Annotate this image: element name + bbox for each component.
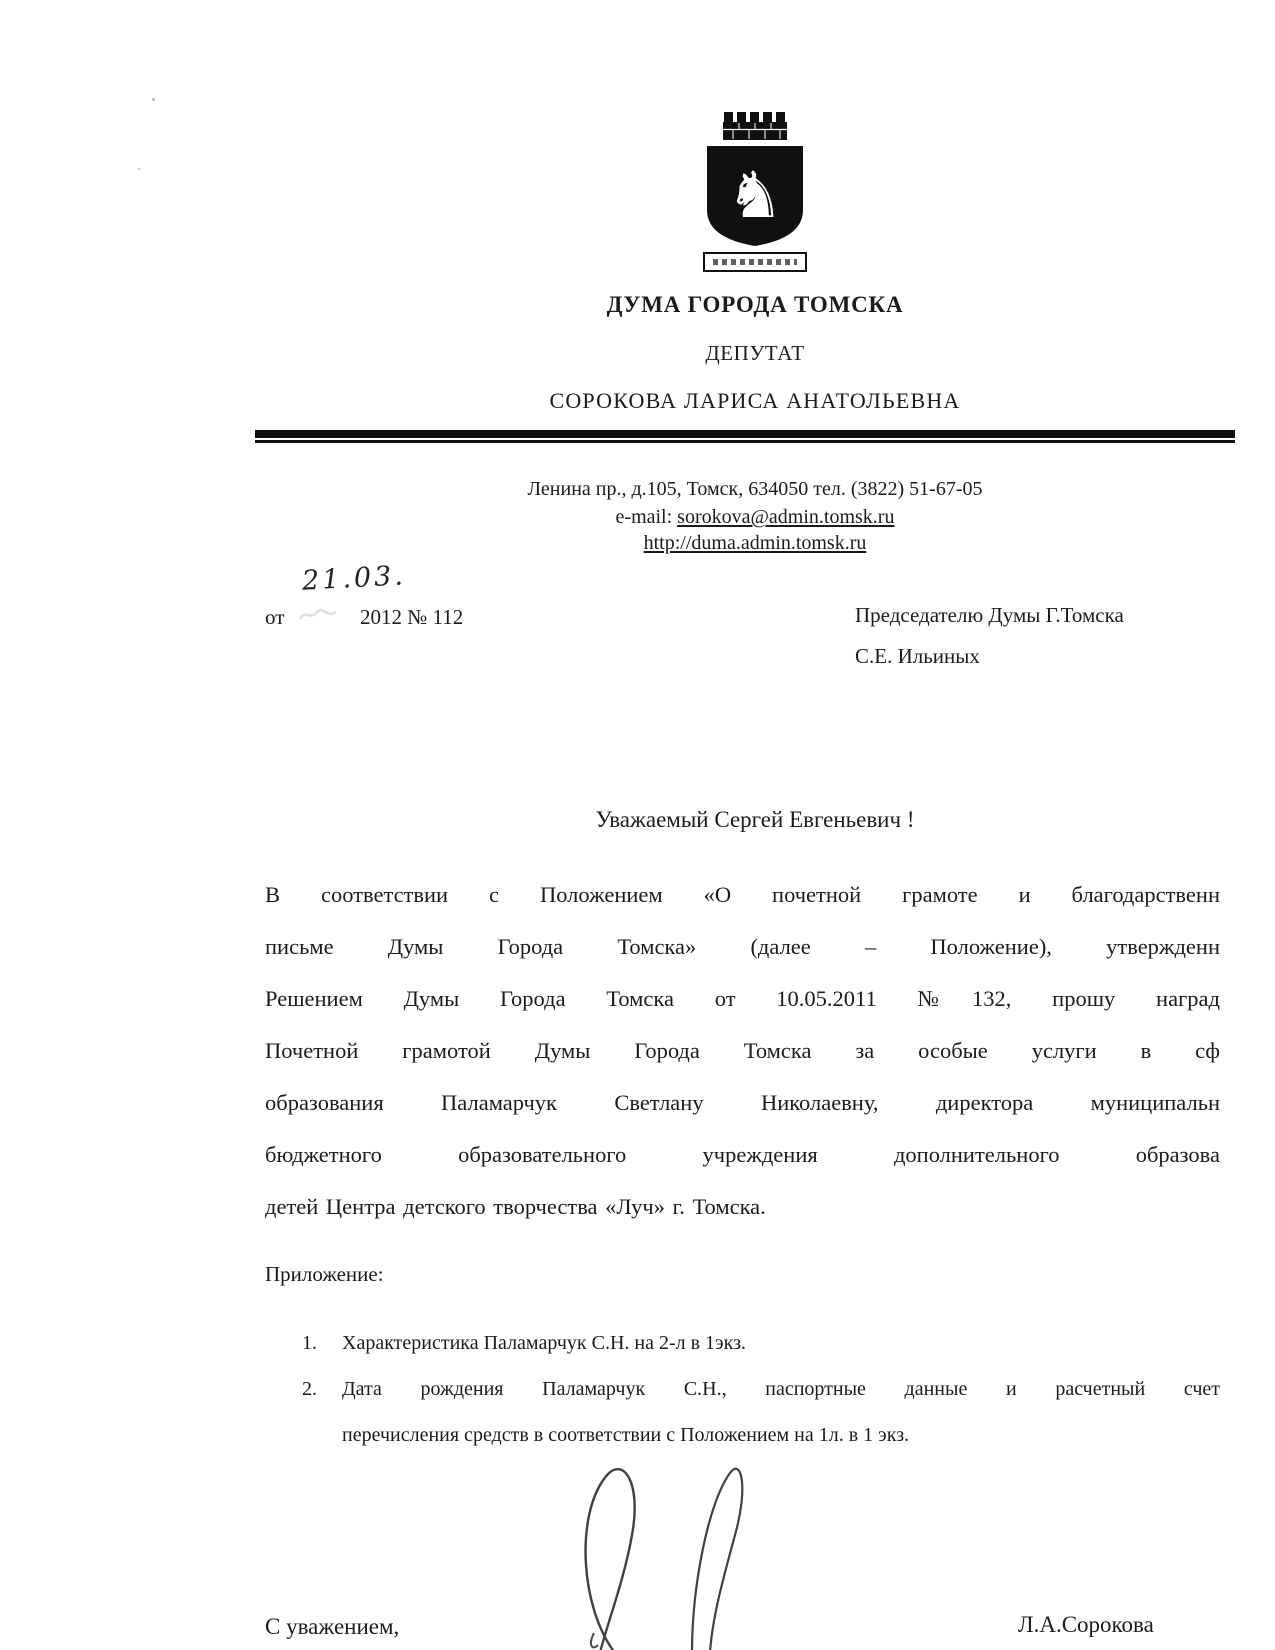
email-line	[255, 506, 1255, 529]
website-url: http://duma.admin.tomsk.ru	[643, 532, 867, 554]
signature	[540, 1455, 810, 1650]
body-line: письме Думы Города Томска» (далее – Положение), утвержденн	[265, 934, 1220, 959]
scan-speck	[152, 98, 155, 101]
handwritten-date: 21.03.	[301, 560, 407, 597]
reference-number: 2012 № 112	[360, 605, 464, 629]
email-label: e-mail:	[615, 506, 678, 528]
body-line: Почетной грамотой Думы Города Томска за особые услуги в сф	[265, 1038, 1220, 1063]
faint-handwriting-smudge	[296, 603, 346, 625]
body-line: детей Центра детского творчества «Луч» г. Томска.	[265, 1194, 766, 1219]
attachment-number: 1.	[302, 1332, 317, 1354]
recipient-title: Председателю Думы Г.Томска	[855, 603, 1124, 627]
attachment-text-line2: перечисления средств в соответствии с Положением на 1л. в 1 экз.	[342, 1424, 910, 1446]
deputy-name: СОРОКОВА ЛАРИСА АНАТОЛЬЕВНА	[549, 388, 961, 413]
attachment-text-line1: Дата рождения Паламарчук С.Н., паспортные данные и расчетный счет	[342, 1378, 1220, 1400]
body-line: В соответствии с Положением «О почетной грамоте и благодарственн	[265, 882, 1220, 907]
website-line	[255, 532, 1255, 555]
attachment-text: Характеристика Паламарчук С.Н. на 2-л в 1экз.	[342, 1332, 746, 1354]
closing-phrase: С уважением,	[265, 1614, 400, 1639]
body-line: образования Паламарчук Светлану Николаевну, директора муниципальн	[265, 1090, 1220, 1115]
from-label: от	[265, 605, 285, 629]
email-address: sorokova@admin.tomsk.ru	[677, 506, 895, 528]
attachments-label: Приложение:	[265, 1262, 384, 1286]
ribbon-motto-illegible	[713, 259, 797, 265]
attachment-number: 2.	[302, 1378, 317, 1400]
mural-crown-icon	[723, 112, 787, 140]
ribbon-banner	[703, 252, 807, 272]
recipient-name: С.Е. Ильиных	[855, 644, 980, 668]
letterhead-divider	[255, 430, 1235, 443]
body-line: Решением Думы Города Томска от 10.05.2011 №132, прошу наград	[265, 986, 1220, 1011]
address-line: Ленина пр., д.105, Томск, 634050 тел. (3822) 51-67-05	[527, 478, 983, 500]
attachment-item-1	[302, 1332, 746, 1355]
body-line: бюджетного образовательного учреждения дополнительного образова	[265, 1142, 1220, 1167]
white-horse-icon: ♞	[726, 159, 784, 233]
deputy-title: ДЕПУТАТ	[705, 341, 805, 365]
scan-speck	[138, 168, 140, 170]
organization-name: ДУМА ГОРОДА ТОМСКА	[606, 292, 904, 317]
salutation: Уважаемый Сергей Евгеньевич !	[595, 807, 915, 832]
signer-name: Л.А.Сорокова	[1018, 1612, 1154, 1637]
